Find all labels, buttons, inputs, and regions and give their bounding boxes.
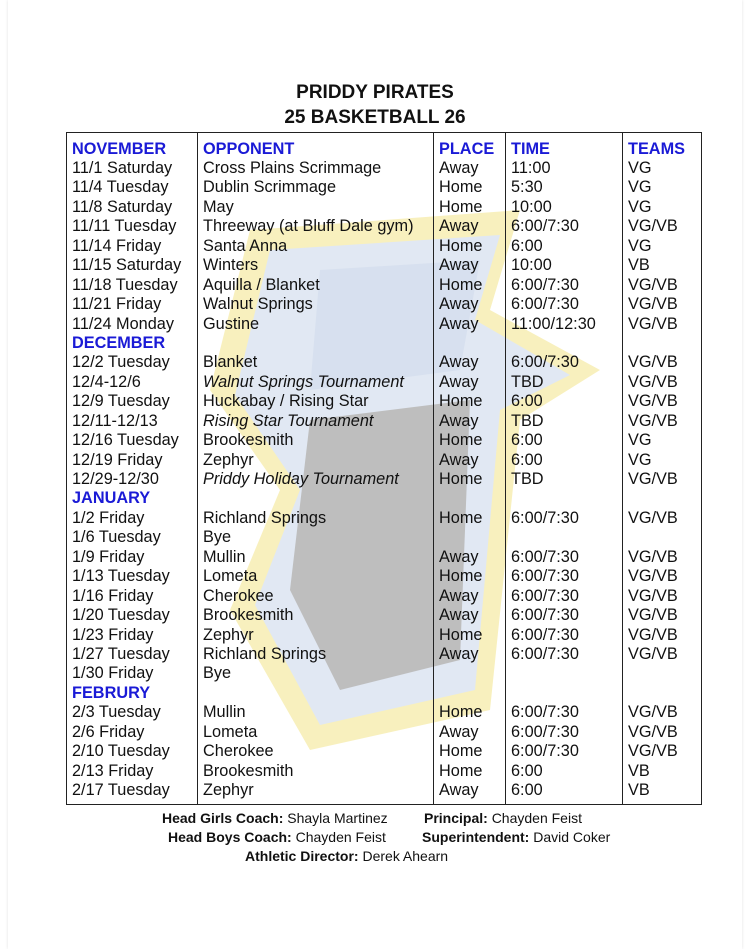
game-row (67, 315, 702, 334)
game-row (67, 606, 702, 625)
time-cell: 6:00/7:30 (506, 295, 623, 314)
time-cell: TBD (506, 373, 623, 392)
date-cell: 1/6 Tuesday (67, 528, 198, 547)
time-cell: 6:00/7:30 (506, 567, 623, 586)
game-row (67, 373, 702, 392)
place-cell: Away (434, 645, 506, 664)
teams-cell: VG/VB (623, 373, 702, 392)
place-cell: Away (434, 548, 506, 567)
label: Athletic Director: (245, 848, 359, 864)
teams-cell: VG/VB (623, 217, 702, 236)
place-cell: Home (434, 470, 506, 489)
game-row (67, 353, 702, 372)
opponent-cell: Brookesmith (198, 606, 434, 625)
time-cell: 6:00/7:30 (506, 587, 623, 606)
game-row (67, 703, 702, 722)
time-cell: 6:00/7:30 (506, 742, 623, 761)
place-cell: Home (434, 392, 506, 411)
opponent-cell: Rising Star Tournament (198, 412, 434, 431)
time-cell: 11:00 (506, 159, 623, 178)
place-cell: Home (434, 742, 506, 761)
time-cell: TBD (506, 412, 623, 431)
teams-cell: VG/VB (623, 626, 702, 645)
date-cell: 11/21 Friday (67, 295, 198, 314)
date-cell: 2/3 Tuesday (67, 703, 198, 722)
time-cell: 6:00/7:30 (506, 606, 623, 625)
opponent-cell: Mullin (198, 703, 434, 722)
column-header-teams: TEAMS (623, 133, 702, 160)
date-cell: 12/2 Tuesday (67, 353, 198, 372)
place-cell: Away (434, 217, 506, 236)
time-cell: 6:00 (506, 237, 623, 256)
empty-cell (623, 489, 702, 508)
game-row (67, 548, 702, 567)
month-heading: JANUARY (67, 489, 198, 508)
column-header-time: TIME (506, 133, 623, 160)
month-row (67, 684, 702, 703)
teams-cell: VB (623, 762, 702, 781)
place-cell: Home (434, 703, 506, 722)
teams-cell: VG/VB (623, 606, 702, 625)
date-cell: 11/24 Monday (67, 315, 198, 334)
game-row (67, 528, 702, 547)
opponent-cell: Threeway (at Bluff Dale gym) (198, 217, 434, 236)
empty-cell (506, 334, 623, 353)
time-cell: 6:00 (506, 762, 623, 781)
time-cell: 6:00 (506, 431, 623, 450)
place-cell: Home (434, 626, 506, 645)
place-cell: Away (434, 353, 506, 372)
time-cell: 10:00 (506, 198, 623, 217)
place-cell: Away (434, 295, 506, 314)
label: Head Boys Coach: (168, 829, 292, 845)
school-title: PRIDDY PIRATES (296, 82, 454, 103)
place-cell: Away (434, 606, 506, 625)
value: Derek Ahearn (362, 848, 449, 864)
date-cell: 11/8 Saturday (67, 198, 198, 217)
date-cell: 1/23 Friday (67, 626, 198, 645)
game-row (67, 781, 702, 805)
date-cell: 12/9 Tuesday (67, 392, 198, 411)
teams-cell: VB (623, 781, 702, 805)
opponent-cell: Cross Plains Scrimmage (198, 159, 434, 178)
opponent-cell: May (198, 198, 434, 217)
column-header-opponent: OPPONENT (198, 133, 434, 160)
game-row (67, 178, 702, 197)
empty-cell (506, 489, 623, 508)
date-cell: 1/20 Tuesday (67, 606, 198, 625)
place-cell: Home (434, 198, 506, 217)
opponent-cell: Zephyr (198, 626, 434, 645)
opponent-cell: Cherokee (198, 742, 434, 761)
time-cell: 6:00/7:30 (506, 353, 623, 372)
time-cell: 5:30 (506, 178, 623, 197)
opponent-cell: Priddy Holiday Tournament (198, 470, 434, 489)
game-row (67, 198, 702, 217)
teams-cell: VG/VB (623, 567, 702, 586)
date-cell: 11/11 Tuesday (67, 217, 198, 236)
game-row (67, 276, 702, 295)
header-row (67, 133, 702, 160)
teams-cell: VG (623, 451, 702, 470)
empty-cell (198, 334, 434, 353)
time-cell: 10:00 (506, 256, 623, 275)
time-cell: 6:00/7:30 (506, 645, 623, 664)
superintendent (422, 829, 610, 845)
opponent-cell: Bye (198, 664, 434, 683)
place-cell: Away (434, 781, 506, 805)
month-heading: DECEMBER (67, 334, 198, 353)
teams-cell: VG/VB (623, 645, 702, 664)
opponent-cell: Santa Anna (198, 237, 434, 256)
teams-cell: VG/VB (623, 353, 702, 372)
place-cell: Home (434, 509, 506, 528)
teams-cell: VG/VB (623, 548, 702, 567)
place-cell: Home (434, 431, 506, 450)
opponent-cell: Dublin Scrimmage (198, 178, 434, 197)
value: Shayla Martinez (287, 810, 388, 826)
place-cell: Away (434, 159, 506, 178)
empty-cell (198, 489, 434, 508)
game-row (67, 392, 702, 411)
opponent-cell: Mullin (198, 548, 434, 567)
date-cell: 2/10 Tuesday (67, 742, 198, 761)
opponent-cell: Brookesmith (198, 762, 434, 781)
teams-cell: VG/VB (623, 509, 702, 528)
place-cell: Away (434, 256, 506, 275)
date-cell: 1/27 Tuesday (67, 645, 198, 664)
empty-cell (434, 684, 506, 703)
empty-cell (506, 684, 623, 703)
date-cell: 1/9 Friday (67, 548, 198, 567)
column-header-place: PLACE (434, 133, 506, 160)
teams-cell (623, 664, 702, 683)
time-cell: 6:00/7:30 (506, 276, 623, 295)
time-cell: 6:00 (506, 451, 623, 470)
date-cell: 11/4 Tuesday (67, 178, 198, 197)
game-row (67, 159, 702, 178)
teams-cell: VG/VB (623, 412, 702, 431)
opponent-cell: Blanket (198, 353, 434, 372)
date-cell: 1/2 Friday (67, 509, 198, 528)
teams-cell: VG (623, 431, 702, 450)
value: Chayden Feist (491, 810, 582, 826)
teams-cell: VG/VB (623, 703, 702, 722)
date-cell: 2/17 Tuesday (67, 781, 198, 805)
teams-cell: VG (623, 198, 702, 217)
girls-coach (162, 810, 388, 826)
opponent-cell: Gustine (198, 315, 434, 334)
place-cell: Home (434, 567, 506, 586)
opponent-cell: Walnut Springs (198, 295, 434, 314)
date-cell: 12/11-12/13 (67, 412, 198, 431)
time-cell: 6:00/7:30 (506, 217, 623, 236)
opponent-cell: Bye (198, 528, 434, 547)
athletic-director (245, 848, 448, 864)
game-row (67, 295, 702, 314)
place-cell (434, 664, 506, 683)
value: David Coker (533, 829, 611, 845)
game-row (67, 587, 702, 606)
empty-cell (198, 684, 434, 703)
opponent-cell: Cherokee (198, 587, 434, 606)
month-heading: FEBRURY (67, 684, 198, 703)
game-row (67, 626, 702, 645)
opponent-cell: Lometa (198, 567, 434, 586)
label: Principal: (424, 810, 488, 826)
opponent-cell: Zephyr (198, 451, 434, 470)
season-title: 25 BASKETBALL 26 (284, 107, 466, 128)
month-row (67, 489, 702, 508)
teams-cell: VG/VB (623, 315, 702, 334)
game-row (67, 451, 702, 470)
opponent-cell: Huckabay / Rising Star (198, 392, 434, 411)
game-row (67, 664, 702, 683)
place-cell: Home (434, 178, 506, 197)
empty-cell (434, 334, 506, 353)
teams-cell: VG (623, 178, 702, 197)
game-row (67, 762, 702, 781)
place-cell: Away (434, 315, 506, 334)
game-row (67, 470, 702, 489)
date-cell: 12/29-12/30 (67, 470, 198, 489)
time-cell: 6:00/7:30 (506, 548, 623, 567)
teams-cell: VG/VB (623, 392, 702, 411)
time-cell: 6:00 (506, 392, 623, 411)
date-cell: 2/6 Friday (67, 723, 198, 742)
game-row (67, 723, 702, 742)
game-row (67, 509, 702, 528)
time-cell: 6:00 (506, 781, 623, 805)
game-row (67, 567, 702, 586)
date-cell: 12/19 Friday (67, 451, 198, 470)
month-row (67, 334, 702, 353)
teams-cell: VB (623, 256, 702, 275)
empty-cell (434, 489, 506, 508)
place-cell: Away (434, 373, 506, 392)
boys-coach (168, 829, 386, 845)
date-cell: 1/30 Friday (67, 664, 198, 683)
teams-cell: VG/VB (623, 723, 702, 742)
game-row (67, 237, 702, 256)
teams-cell: VG (623, 237, 702, 256)
game-row (67, 742, 702, 761)
opponent-cell: Zephyr (198, 781, 434, 805)
place-cell: Away (434, 723, 506, 742)
empty-cell (623, 684, 702, 703)
opponent-cell: Lometa (198, 723, 434, 742)
time-cell: 6:00/7:30 (506, 703, 623, 722)
place-cell: Away (434, 587, 506, 606)
game-row (67, 217, 702, 236)
date-cell: 11/18 Tuesday (67, 276, 198, 295)
time-cell: TBD (506, 470, 623, 489)
opponent-cell: Winters (198, 256, 434, 275)
date-cell: 11/14 Friday (67, 237, 198, 256)
teams-cell: VG/VB (623, 742, 702, 761)
date-cell: 12/16 Tuesday (67, 431, 198, 450)
game-row (67, 431, 702, 450)
opponent-cell: Richland Springs (198, 509, 434, 528)
date-cell: 1/13 Tuesday (67, 567, 198, 586)
teams-cell: VG/VB (623, 470, 702, 489)
place-cell: Home (434, 237, 506, 256)
game-row (67, 256, 702, 275)
place-cell: Away (434, 412, 506, 431)
column-header-date: NOVEMBER (67, 133, 198, 160)
time-cell: 11:00/12:30 (506, 315, 623, 334)
empty-cell (623, 334, 702, 353)
teams-cell (623, 528, 702, 547)
teams-cell: VG/VB (623, 587, 702, 606)
teams-cell: VG (623, 159, 702, 178)
date-cell: 11/15 Saturday (67, 256, 198, 275)
principal (424, 810, 582, 826)
place-cell: Home (434, 276, 506, 295)
teams-cell: VG/VB (623, 295, 702, 314)
teams-cell: VG/VB (623, 276, 702, 295)
time-cell (506, 528, 623, 547)
opponent-cell: Walnut Springs Tournament (198, 373, 434, 392)
value: Chayden Feist (295, 829, 386, 845)
opponent-cell: Richland Springs (198, 645, 434, 664)
date-cell: 12/4-12/6 (67, 373, 198, 392)
opponent-cell: Aquilla / Blanket (198, 276, 434, 295)
time-cell: 6:00/7:30 (506, 626, 623, 645)
game-row (67, 645, 702, 664)
place-cell: Home (434, 762, 506, 781)
opponent-cell: Brookesmith (198, 431, 434, 450)
date-cell: 2/13 Friday (67, 762, 198, 781)
place-cell (434, 528, 506, 547)
schedule-table (66, 132, 702, 805)
date-cell: 1/16 Friday (67, 587, 198, 606)
time-cell: 6:00/7:30 (506, 723, 623, 742)
time-cell (506, 664, 623, 683)
label: Superintendent: (422, 829, 530, 845)
label: Head Girls Coach: (162, 810, 284, 826)
time-cell: 6:00/7:30 (506, 509, 623, 528)
date-cell: 11/1 Saturday (67, 159, 198, 178)
place-cell: Away (434, 451, 506, 470)
game-row (67, 412, 702, 431)
